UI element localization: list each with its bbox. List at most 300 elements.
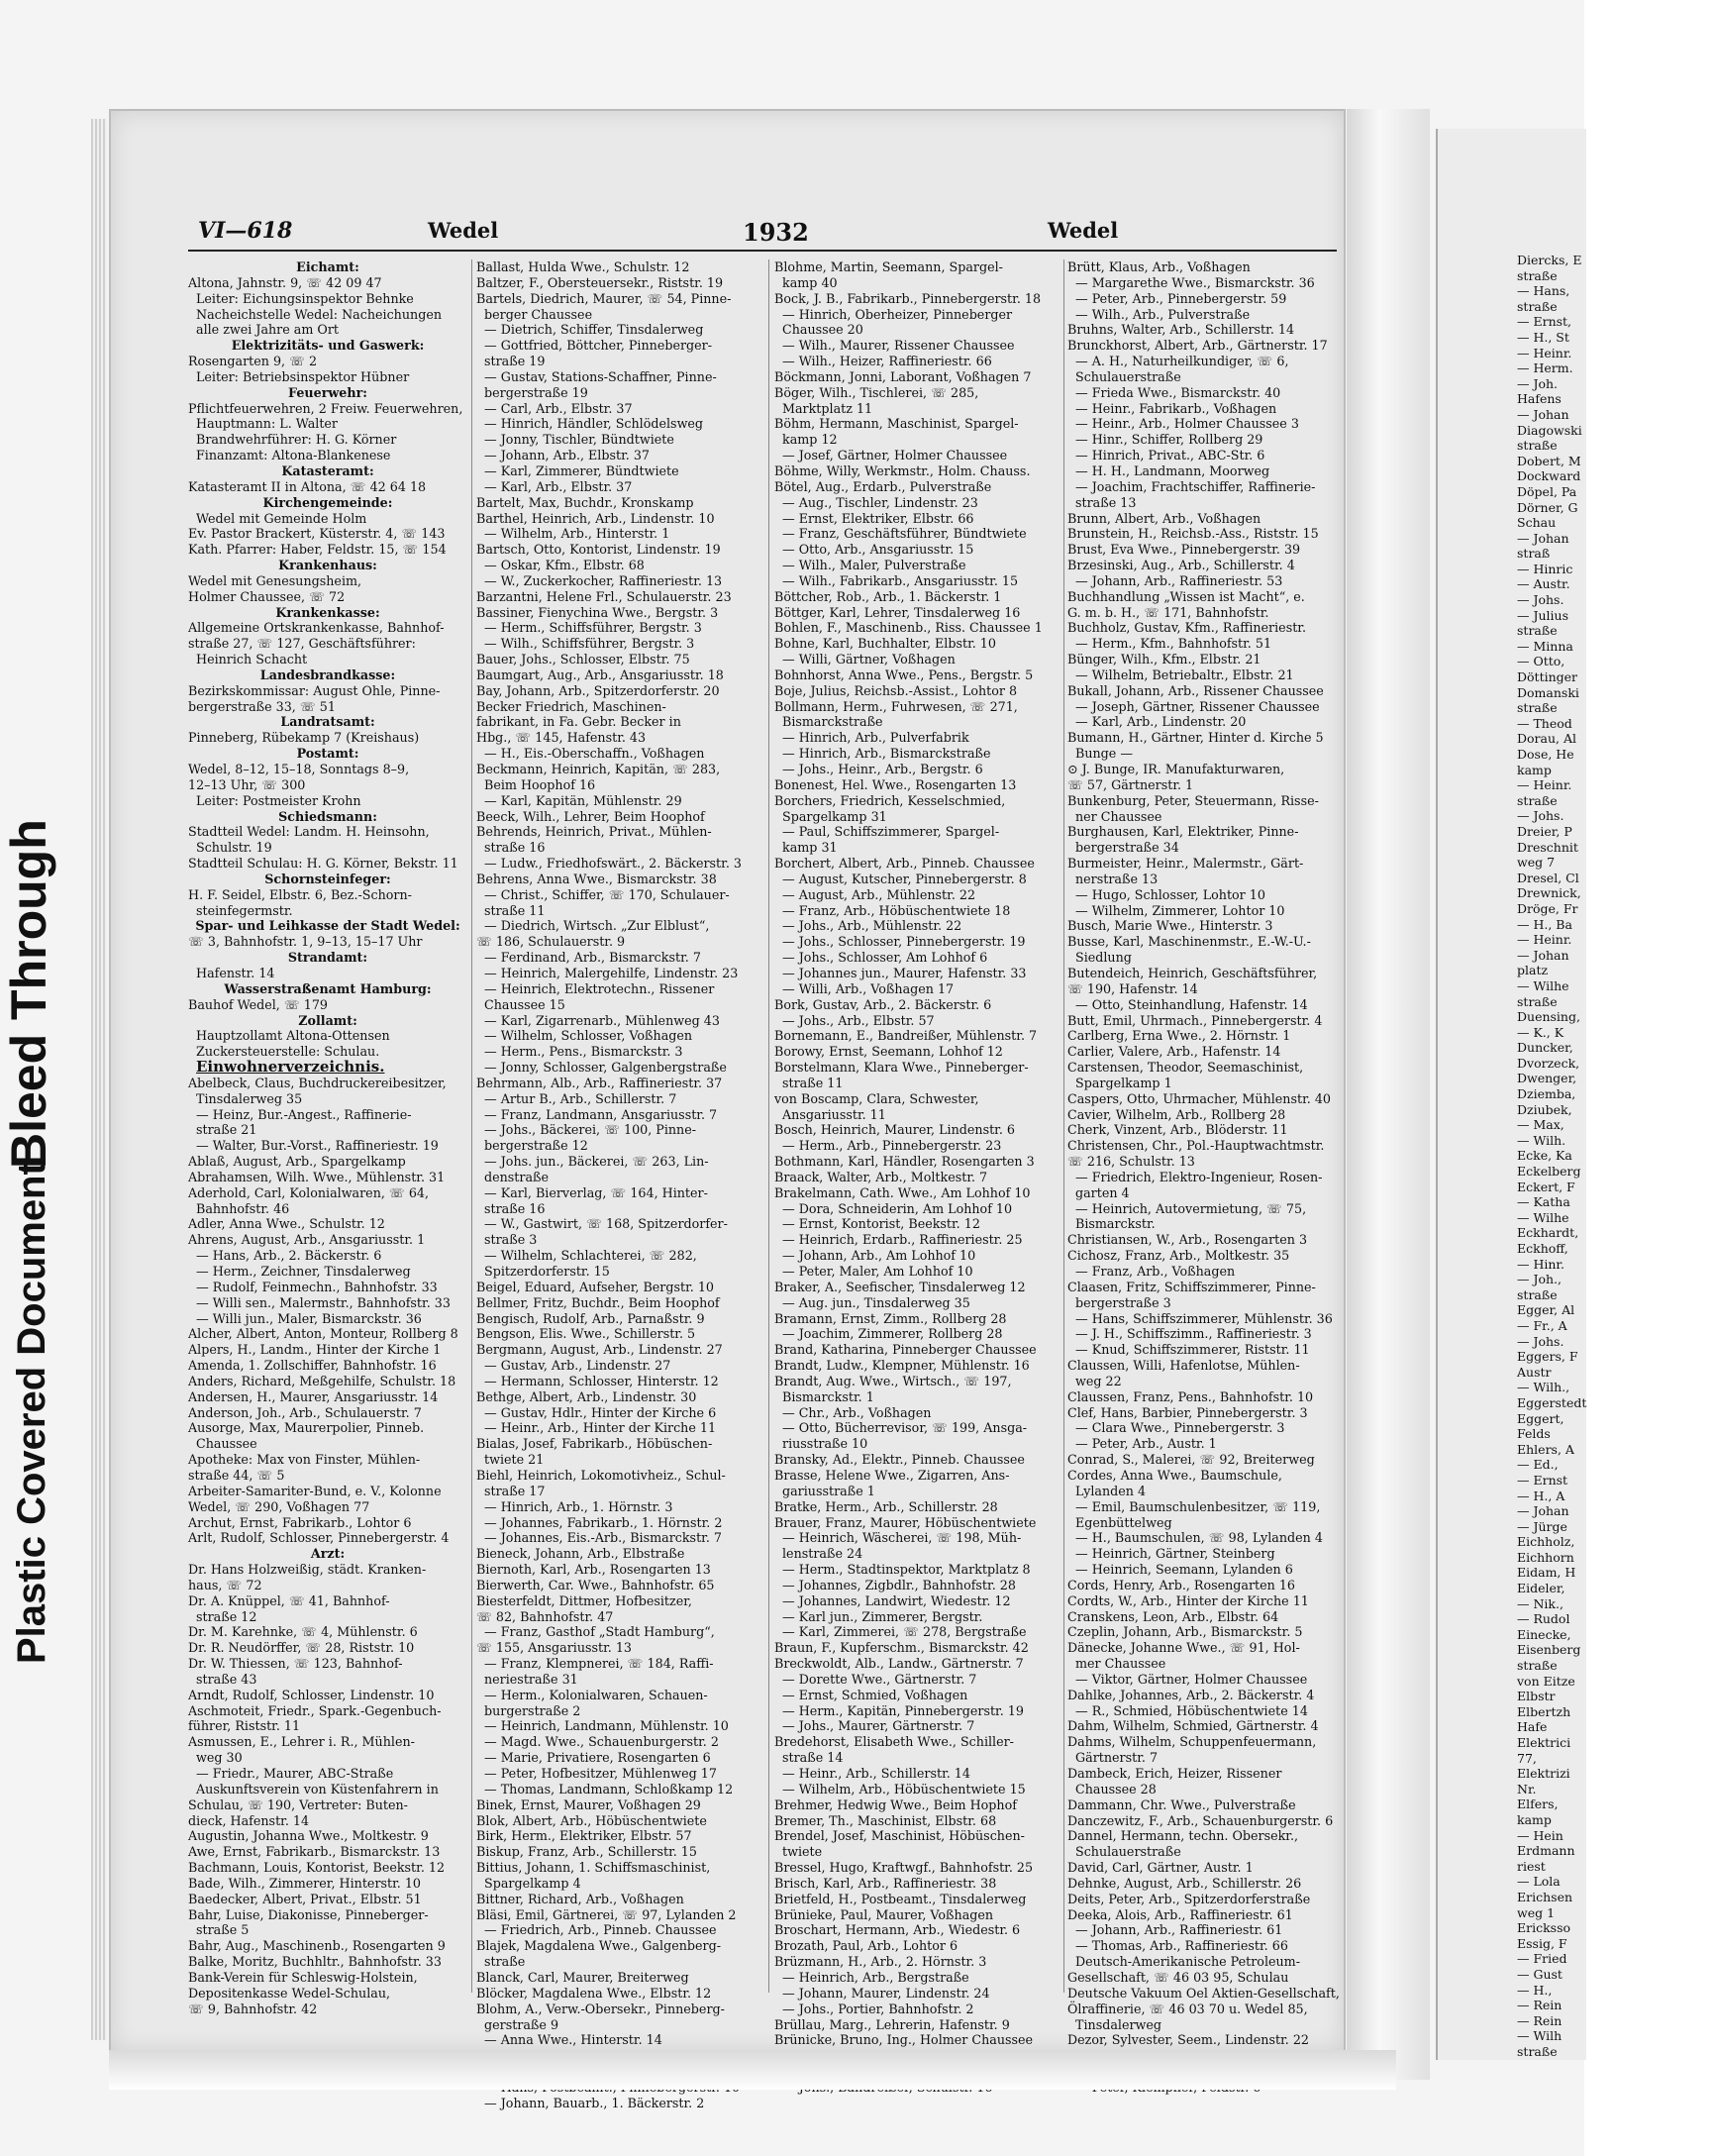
directory-line: Allgemeine Ortskrankenkasse, Bahnhof- <box>188 620 445 636</box>
directory-line: Gesellschaft, ☏ 46 03 95, Schulau <box>1067 1969 1289 1985</box>
facing-page-line: Elektrizi <box>1517 1766 1570 1782</box>
facing-page-column <box>1517 253 1715 2059</box>
header-place-left: Wedel <box>428 218 499 243</box>
facing-page-line: Eichhorn <box>1517 1549 1574 1565</box>
facing-page-line: — Gust <box>1517 1966 1563 1982</box>
directory-line: — Hinrich, Oberheizer, Pinneberger <box>782 306 1013 322</box>
directory-line: Schulau, ☏ 190, Vertreter: Buten- <box>188 1797 408 1812</box>
directory-line: führer, Riststr. 11 <box>188 1718 301 1734</box>
column-divider <box>768 259 769 1993</box>
directory-line: — Wilh., Maler, Pulverstraße <box>782 558 966 573</box>
directory-line: twiete 21 <box>484 1452 545 1468</box>
directory-line: Deeka, Alois, Arb., Raffineriestr. 61 <box>1067 1906 1293 1922</box>
directory-line: bergerstraße 33, ☏ 51 <box>188 698 336 714</box>
facing-page-line: Döpel, Pa <box>1517 483 1577 499</box>
directory-line: Christiansen, W., Arb., Rosengarten 3 <box>1067 1232 1308 1248</box>
directory-line: — Karl, Bierverlag, ☏ 164, Hinter- <box>484 1184 708 1200</box>
directory-line: weg 30 <box>196 1750 243 1766</box>
directory-line: Ausorge, Max, Maurerpolier, Pinneb. <box>188 1420 425 1436</box>
directory-line: — Karl, Kapitän, Mühlenstr. 29 <box>484 792 682 808</box>
directory-line: — August, Arb., Mühlenstr. 22 <box>782 886 976 902</box>
facing-page-line: — Hinr. <box>1517 1256 1564 1272</box>
directory-line: Anderson, Joh., Arb., Schulauerstr. 7 <box>188 1404 422 1420</box>
book-gutter <box>1347 109 1430 2080</box>
directory-line: — Peter, Hofbesitzer, Mühlenweg 17 <box>484 1766 717 1781</box>
directory-line: Adler, Anna Wwe., Schulstr. 12 <box>188 1216 385 1232</box>
directory-line: — Herm., Kolonialwaren, Schauen- <box>484 1687 708 1702</box>
facing-page-line: — Theod <box>1517 715 1572 731</box>
directory-line: Claasen, Fritz, Schiffszimmerer, Pinne- <box>1067 1279 1316 1294</box>
facing-page-line: straße <box>1517 993 1558 1009</box>
facing-page-line: — Ernst, <box>1517 314 1572 330</box>
directory-line: — Herm., Stadtinspektor, Marktplatz 8 <box>782 1562 1031 1578</box>
directory-line: von Boscamp, Clara, Schwester, <box>774 1090 979 1106</box>
directory-line: ☏ 216, Schulstr. 13 <box>1067 1154 1195 1170</box>
directory-line: — August, Kutscher, Pinnebergerstr. 8 <box>782 871 1027 886</box>
facing-page-line: weg 7 <box>1517 855 1556 871</box>
directory-line: Katasteramt II in Altona, ☏ 42 64 18 <box>188 478 427 494</box>
directory-line: — Frieda Wwe., Bismarckstr. 40 <box>1075 384 1281 400</box>
directory-line: — A. H., Naturheilkundiger, ☏ 6, <box>1075 354 1289 369</box>
directory-line: Danczewitz, F., Arb., Schauenburgerstr. 6 <box>1067 1812 1334 1828</box>
directory-line: ☏ 155, Ansgariusstr. 13 <box>476 1640 633 1656</box>
column-divider <box>1063 259 1064 1993</box>
directory-line: Postamt: <box>296 746 359 762</box>
directory-line: — Heinr., Arb., Schillerstr. 14 <box>782 1766 970 1781</box>
directory-line: Krankenhaus: <box>278 558 377 573</box>
facing-page-line: Eggers, F <box>1517 1349 1578 1365</box>
facing-page-line: — Katha <box>1517 1194 1570 1210</box>
directory-line: Chaussee 15 <box>484 996 565 1012</box>
directory-line: straße 44, ☏ 5 <box>188 1467 285 1483</box>
directory-line: — Hinrich, Arb., 1. Hörnstr. 3 <box>484 1498 673 1514</box>
directory-line: — Christ., Schiffer, ☏ 170, Schulauer- <box>484 886 730 902</box>
directory-line: — Hinr., Schiffer, Rollberg 29 <box>1075 432 1263 448</box>
directory-line: Strandamt: <box>287 950 368 966</box>
directory-line: Dahms, Wilhelm, Schuppenfeuermann, <box>1067 1734 1317 1750</box>
directory-line: kamp 12 <box>782 432 838 448</box>
directory-line: Aschmoteit, Friedr., Spark.-Gegenbuch- <box>188 1702 442 1718</box>
directory-line: Böttcher, Rob., Arb., 1. Bäckerstr. 1 <box>774 588 1002 604</box>
directory-line: — Franz, Arb., Voßhagen <box>1075 1264 1236 1279</box>
directory-line: Schulauerstraße <box>1075 1844 1181 1860</box>
directory-line: straße 43 <box>196 1671 257 1687</box>
directory-line: Brunstein, H., Reichsb.-Ass., Riststr. 15 <box>1067 526 1319 542</box>
directory-line: Bukall, Johann, Arb., Rissener Chaussee <box>1067 682 1324 698</box>
directory-line: — Wilh., Arb., Pulverstraße <box>1075 306 1251 322</box>
facing-page-line: — Johan <box>1517 1503 1569 1519</box>
facing-page-line: Eisenberg <box>1517 1642 1581 1658</box>
facing-page-line: — Wilh <box>1517 2028 1563 2044</box>
facing-page-line: Dröge, Fr <box>1517 900 1578 916</box>
directory-line: Rosengarten 9, ☏ 2 <box>188 354 318 369</box>
directory-line: Dänecke, Johanne Wwe., ☏ 91, Hol- <box>1067 1640 1300 1656</box>
directory-line: — Ernst, Schmied, Voßhagen <box>782 1687 968 1702</box>
directory-line: Bartsch, Otto, Kontorist, Lindenstr. 19 <box>476 542 721 558</box>
directory-line: — Wilhelm, Arb., Hinterstr. 1 <box>484 526 670 542</box>
directory-line: steinfegermstr. <box>196 902 293 918</box>
facing-page-line: Eckhardt, <box>1517 1225 1579 1241</box>
directory-line: — Heinrich, Erdarb., Raffineriestr. 25 <box>782 1232 1023 1248</box>
directory-line: Bergmann, August, Arb., Lindenstr. 27 <box>476 1342 723 1358</box>
directory-line: Broschart, Hermann, Arb., Wiedestr. 6 <box>774 1922 1021 1938</box>
directory-line: neriestraße 31 <box>484 1671 578 1687</box>
directory-line: ⊙ J. Bunge, IR. Manufakturwaren, <box>1067 762 1285 776</box>
column-4 <box>1067 259 1343 2048</box>
directory-line: Buchhandlung „Wissen ist Macht“, e. <box>1067 588 1305 604</box>
directory-line: Blajek, Magdalena Wwe., Galgenberg- <box>476 1938 722 1954</box>
directory-line: Marktplatz 11 <box>782 400 873 416</box>
facing-page-line: — Minna <box>1517 638 1573 654</box>
directory-line: — Peter, Arb., Austr. 1 <box>1075 1436 1217 1452</box>
directory-line: Claussen, Willi, Hafenlotse, Mühlen- <box>1067 1358 1300 1374</box>
directory-line: Brütt, Klaus, Arb., Voßhagen <box>1067 259 1251 274</box>
directory-line: — Willi jun., Maler, Bismarckstr. 36 <box>196 1310 422 1326</box>
directory-line: bergerstraße 3 <box>1075 1294 1171 1310</box>
directory-line: Brunn, Albert, Arb., Voßhagen <box>1067 510 1261 526</box>
directory-line: Bartelt, Max, Buchdr., Kronskamp <box>476 494 694 510</box>
facing-page-line: straße <box>1517 438 1558 454</box>
directory-line: Holmer Chaussee, ☏ 72 <box>188 588 346 604</box>
facing-page-line: Hafe <box>1517 1719 1548 1735</box>
directory-line: Bethge, Albert, Arb., Lindenstr. 30 <box>476 1388 697 1404</box>
directory-line: Bismarckstr. 1 <box>782 1388 874 1404</box>
facing-page-line: Dreier, P <box>1517 823 1572 839</box>
directory-line: Wedel, 8–12, 15–18, Sonntags 8–9, <box>188 762 410 776</box>
directory-line: — Heinr., Arb., Hinter der Kirche 11 <box>484 1420 717 1436</box>
directory-line: — Ludw., Friedhofswärt., 2. Bäckerstr. 3 <box>484 856 742 872</box>
directory-line: Dr. A. Knüppel, ☏ 41, Bahnhof- <box>188 1592 390 1608</box>
directory-line: — Herm., Arb., Pinnebergerstr. 23 <box>782 1138 1002 1154</box>
directory-line: Nacheichstelle Wedel: Nacheichungen <box>196 306 442 322</box>
directory-line: — Herm., Schiffsführer, Bergstr. 3 <box>484 620 702 636</box>
directory-line: Carstensen, Theodor, Seemaschinist, <box>1067 1060 1304 1076</box>
directory-line: Brietfeld, H., Postbeamt., Tinsdalerweg <box>774 1891 1027 1906</box>
directory-line: Brehmer, Hedwig Wwe., Beim Hophof <box>774 1797 1017 1812</box>
directory-line: straße 12 <box>196 1608 257 1624</box>
facing-page-line: Eckert, F <box>1517 1179 1575 1194</box>
directory-line: straße 11 <box>484 902 546 918</box>
facing-page-line: Dziubek, <box>1517 1101 1572 1117</box>
facing-page-line: Einecke, <box>1517 1626 1571 1642</box>
directory-line: Brasse, Helene Wwe., Zigarren, Ans- <box>774 1467 1010 1483</box>
directory-line: Baltzer, F., Obersteuersekr., Riststr. 19 <box>476 274 724 290</box>
directory-line: Abrahamsen, Wilh. Wwe., Mühlenstr. 31 <box>188 1169 446 1184</box>
facing-page-line: — Johs. <box>1517 808 1564 824</box>
directory-line: Cherk, Vinzent, Arb., Blöderstr. 11 <box>1067 1122 1288 1138</box>
directory-line: Cords, Henry, Arb., Rosengarten 16 <box>1067 1577 1296 1592</box>
directory-line: — Heinr., Arb., Holmer Chaussee 3 <box>1075 416 1299 432</box>
facing-page-line: von Eitze <box>1517 1673 1575 1689</box>
directory-line: — Josef, Gärtner, Holmer Chaussee <box>782 448 1008 463</box>
facing-page-line: — Fr., A <box>1517 1317 1567 1333</box>
directory-line: Biernoth, Karl, Arb., Rosengarten 13 <box>476 1562 711 1578</box>
facing-page-line: Erdmann <box>1517 1843 1575 1859</box>
facing-page-line: — H., St <box>1517 329 1569 345</box>
directory-line: — Franz, Klempnerei, ☏ 184, Raffi- <box>484 1656 714 1672</box>
directory-line: — Hugo, Schlosser, Lohtor 10 <box>1075 886 1265 902</box>
directory-line: Bengson, Elis. Wwe., Schillerstr. 5 <box>476 1326 696 1342</box>
directory-line: — J. H., Schiffszimm., Raffineriestr. 3 <box>1075 1326 1312 1342</box>
facing-page-line: Eggerstedt <box>1517 1394 1587 1410</box>
facing-page-line: — Hinric <box>1517 561 1573 576</box>
directory-line: Boje, Julius, Reichsb.-Assist., Lohtor 8 <box>774 682 1018 698</box>
directory-line: Augustin, Johanna Wwe., Moltkestr. 9 <box>188 1828 429 1844</box>
facing-page-line: platz <box>1517 963 1549 978</box>
directory-line: Dr. Hans Holzweißig, städt. Kranken- <box>188 1562 427 1578</box>
directory-line: Balke, Moritz, Buchhltr., Bahnhofstr. 33 <box>188 1954 442 1970</box>
directory-line: Baedecker, Albert, Privat., Elbstr. 51 <box>188 1891 422 1906</box>
header-place-right: Wedel <box>1048 218 1119 243</box>
directory-line: straße 11 <box>782 1075 844 1090</box>
directory-line: straße 16 <box>484 840 546 856</box>
directory-line: — H., Eis.-Oberschaffn., Voßhagen <box>484 746 705 762</box>
directory-line: Birk, Herm., Elektriker, Elbstr. 57 <box>476 1828 692 1844</box>
directory-line: Clef, Hans, Barbier, Pinnebergerstr. 3 <box>1067 1404 1308 1420</box>
directory-line: Bremer, Th., Maschinist, Elbstr. 68 <box>774 1812 997 1828</box>
directory-line: Braker, A., Seefischer, Tinsdalerweg 12 <box>774 1279 1026 1294</box>
directory-line: — Herm., Zeichner, Tinsdalerweg <box>196 1264 411 1279</box>
facing-page-line: kamp <box>1517 762 1552 777</box>
directory-line: Cranskens, Leon, Arb., Elbstr. 64 <box>1067 1608 1279 1624</box>
directory-line: Arlt, Rudolf, Schlosser, Pinnebergerstr. 4 <box>188 1530 450 1546</box>
directory-line: Brandt, Ludw., Klempner, Mühlenstr. 16 <box>774 1358 1030 1374</box>
directory-line: Apotheke: Max von Finster, Mühlen- <box>188 1452 421 1468</box>
directory-line: Bransky, Ad., Elektr., Pinneb. Chaussee <box>774 1452 1025 1468</box>
directory-line: — Peter, Maler, Am Lohhof 10 <box>782 1264 973 1279</box>
directory-line: — Karl, Arb., Lindenstr. 20 <box>1075 714 1247 730</box>
facing-page-line: Ehlers, A <box>1517 1441 1574 1457</box>
directory-line: Arndt, Rudolf, Schlosser, Lindenstr. 10 <box>188 1687 435 1702</box>
directory-line: Blohm, A., Verw.-Obersekr., Pinneberg- <box>476 2001 725 2016</box>
directory-line: — Johs. jun., Bäckerei, ☏ 263, Lin- <box>484 1154 709 1170</box>
directory-line: — Rudolf, Feinmechn., Bahnhofstr. 33 <box>196 1279 438 1294</box>
directory-line: — Johs., Arb., Mühlenstr. 22 <box>782 918 962 934</box>
column-3 <box>774 259 1059 2048</box>
directory-line: Conrad, S., Malerei, ☏ 92, Breiterweg <box>1067 1452 1315 1468</box>
directory-line: Ahrens, August, Arb., Ansgariusstr. 1 <box>188 1232 426 1248</box>
bleed-through-label: Bleed Through <box>1 819 56 1169</box>
directory-line: Arzt: <box>310 1546 346 1562</box>
directory-line: Spargelkamp 31 <box>782 808 887 824</box>
directory-line: Schulauerstraße <box>1075 368 1181 384</box>
facing-page-line: — Heinr. <box>1517 932 1572 948</box>
directory-line: Blöcker, Magdalena Wwe., Elbstr. 12 <box>476 1985 712 2001</box>
directory-line: — Heinrich, Gärtner, Steinberg <box>1075 1546 1275 1562</box>
facing-page-line: — H., Ba <box>1517 916 1572 932</box>
directory-line: Dr. W. Thiessen, ☏ 123, Bahnhof- <box>188 1656 403 1672</box>
directory-line: — Wilh., Fabrikarb., Ansgariusstr. 15 <box>782 572 1019 588</box>
directory-line: — Hinrich, Privat., ABC-Str. 6 <box>1075 448 1265 463</box>
directory-line: — Johs., Heinr., Arb., Bergstr. 6 <box>782 762 983 776</box>
directory-line: — Aug., Tischler, Lindenstr. 23 <box>782 494 978 510</box>
facing-page-line: — Wilh., <box>1517 1380 1570 1395</box>
directory-line: — Heinrich, Malergehilfe, Lindenstr. 23 <box>484 965 739 980</box>
directory-line: — Carl, Arb., Elbstr. 37 <box>484 400 633 416</box>
directory-line: Buchholz, Gustav, Kfm., Raffineriestr. <box>1067 620 1307 636</box>
directory-line: straße 19 <box>484 354 546 369</box>
facing-page-line: Dockward <box>1517 468 1581 484</box>
facing-page-line: Eckelberg <box>1517 1164 1581 1180</box>
facing-page-line: — Joh. <box>1517 375 1559 391</box>
directory-line: Borchert, Albert, Arb., Pinneb. Chaussee <box>774 856 1035 872</box>
directory-line: — Franz, Gasthof „Stadt Hamburg“, <box>484 1624 715 1640</box>
directory-line: Bollmann, Herm., Fuhrwesen, ☏ 271, <box>774 698 1018 714</box>
directory-line: Cordts, W., Arb., Hinter der Kirche 11 <box>1067 1592 1309 1608</box>
plastic-covered-label: Plastic Covered Document <box>10 1162 53 1664</box>
directory-line: Brand, Katharina, Pinneberger Chaussee <box>774 1342 1037 1358</box>
facing-page-line: Döttinger <box>1517 669 1578 685</box>
directory-line: Butt, Emil, Uhrmach., Pinnebergerstr. 4 <box>1067 1012 1323 1028</box>
directory-line: — Ernst, Elektriker, Elbstr. 66 <box>782 510 974 526</box>
facing-page-line: Elbstr <box>1517 1689 1556 1704</box>
directory-line: Braun, F., Kupferschm., Bismarckstr. 42 <box>774 1640 1029 1656</box>
directory-line: Pflichtfeuerwehren, 2 Freiw. Feuerwehren, <box>188 400 463 416</box>
directory-line: Brendel, Josef, Maschinist, Höbüschen- <box>774 1828 1025 1844</box>
directory-line: Deutsche Vakuum Oel Aktien-Gesellschaft, <box>1067 1985 1340 2001</box>
directory-line: — Wilhelm, Arb., Höbüschentwiete 15 <box>782 1781 1026 1797</box>
facing-page-line: Diagowski <box>1517 422 1582 438</box>
directory-line: Spargelkamp 4 <box>484 1875 581 1891</box>
directory-line: — Anna Wwe., Hinterstr. 14 <box>484 2032 662 2048</box>
directory-line: Hauptmann: L. Walter <box>196 416 338 432</box>
directory-line: — R., Schmied, Höbüschentwiete 14 <box>1075 1702 1308 1718</box>
directory-line: mer Chaussee <box>1075 1656 1166 1672</box>
directory-line: Bornemann, E., Bandreißer, Mühlenstr. 7 <box>774 1028 1038 1044</box>
directory-line: — Johann, Bauarb., 1. Bäckerstr. 2 <box>484 2095 705 2110</box>
directory-line: weg 22 <box>1075 1373 1122 1388</box>
directory-line: Deutsch-Amerikanische Petroleum- <box>1075 1954 1300 1970</box>
directory-line: Binek, Ernst, Maurer, Voßhagen 29 <box>476 1797 701 1812</box>
directory-line: — Willi, Gärtner, Voßhagen <box>782 652 956 667</box>
directory-line: — Friedrich, Elektro-Ingenieur, Rosen- <box>1075 1169 1323 1184</box>
facing-page-line: — Julius <box>1517 607 1568 623</box>
directory-line: Stadtteil Schulau: H. G. Körner, Bekstr. 11 <box>188 856 458 872</box>
directory-line: Bierwerth, Car. Wwe., Bahnhofstr. 65 <box>476 1577 715 1592</box>
facing-page-line: Eidam, H <box>1517 1565 1576 1581</box>
facing-page-line: — Lola <box>1517 1874 1561 1890</box>
directory-line: Chaussee 28 <box>1075 1781 1157 1797</box>
directory-line: Carlier, Valere, Arb., Hafenstr. 14 <box>1067 1044 1281 1060</box>
directory-line: Landratsamt: <box>280 714 375 730</box>
facing-page-line: Essig, F <box>1517 1935 1567 1951</box>
directory-line: Behrens, Anna Wwe., Bismarckstr. 38 <box>476 871 717 886</box>
directory-line: garten 4 <box>1075 1184 1130 1200</box>
directory-line: Spitzerdorferstr. 15 <box>484 1264 610 1279</box>
directory-line: Christensen, Chr., Pol.-Hauptwachtmstr. <box>1067 1138 1325 1154</box>
directory-line: — Jonny, Schlosser, Galgenbergstraße <box>484 1060 727 1076</box>
directory-line: — Jonny, Tischler, Bündtwiete <box>484 432 674 448</box>
directory-line: Bieneck, Johann, Arb., Elbstraße <box>476 1546 685 1562</box>
directory-line: — Karl, Zimmerei, ☏ 278, Bergstraße <box>782 1624 1027 1640</box>
header-year: 1932 <box>743 218 809 247</box>
directory-line: Bialas, Josef, Fabrikarb., Höbüschen- <box>476 1436 713 1452</box>
directory-line: Bohlen, F., Maschinenb., Riss. Chaussee 1 <box>774 620 1043 636</box>
facing-page-line: — Johan <box>1517 947 1569 963</box>
directory-line: gerstraße 9 <box>484 2016 559 2032</box>
directory-line: Brust, Eva Wwe., Pinnebergerstr. 39 <box>1067 542 1301 558</box>
directory-line: — Emil, Baumschulenbesitzer, ☏ 119, <box>1075 1498 1321 1514</box>
directory-line: Zollamt: <box>298 1012 357 1028</box>
directory-line: haus, ☏ 72 <box>188 1577 262 1592</box>
directory-line: alle zwei Jahre am Ort <box>196 322 339 338</box>
directory-line: Claussen, Franz, Pens., Bahnhofstr. 10 <box>1067 1388 1314 1404</box>
directory-line: Biskup, Franz, Arb., Schillerstr. 15 <box>476 1844 697 1860</box>
directory-line: — W., Gastwirt, ☏ 168, Spitzerdorfer- <box>484 1216 728 1232</box>
facing-page-line: Eckhoff, <box>1517 1241 1568 1256</box>
facing-page-line: Dörner, G <box>1517 499 1578 515</box>
facing-page-line: straße <box>1517 792 1558 808</box>
directory-line: — Wilhelm, Zimmerer, Lohtor 10 <box>1075 902 1285 918</box>
directory-line: gariusstraße 1 <box>782 1483 875 1498</box>
facing-page-line: — Wilh. <box>1517 1132 1566 1148</box>
directory-line: Böttger, Karl, Lehrer, Tinsdalerweg 16 <box>774 604 1021 620</box>
directory-line: straße 14 <box>782 1750 844 1766</box>
facing-page-line: Eggert, <box>1517 1410 1564 1426</box>
directory-line: Biehl, Heinrich, Lokomotivheiz., Schul- <box>476 1467 726 1483</box>
directory-line: Bittner, Richard, Arb., Voßhagen <box>476 1891 684 1906</box>
directory-line: — Dietrich, Schiffer, Tinsdalerweg <box>484 322 704 338</box>
directory-line: Böckmann, Jonni, Laborant, Voßhagen 7 <box>774 368 1032 384</box>
directory-line: Brandt, Aug. Wwe., Wirtsch., ☏ 197, <box>774 1373 1012 1388</box>
directory-line: — Franz, Landmann, Ansgariusstr. 7 <box>484 1106 718 1122</box>
directory-line: Aderhold, Carl, Kolonialwaren, ☏ 64, <box>188 1184 430 1200</box>
directory-line: — Herm., Kfm., Bahnhofstr. 51 <box>1075 636 1272 652</box>
directory-line: — Ferdinand, Arb., Bismarckstr. 7 <box>484 950 701 966</box>
directory-line: — H., Baumschulen, ☏ 98, Lylanden 4 <box>1075 1530 1323 1546</box>
directory-line: Dammann, Chr. Wwe., Pulverstraße <box>1067 1797 1296 1812</box>
directory-line: Katasteramt: <box>281 462 374 478</box>
facing-page-line: Ecke, Ka <box>1517 1148 1572 1164</box>
directory-line: — Otto, Bücherrevisor, ☏ 199, Ansga- <box>782 1420 1028 1436</box>
directory-line: — Chr., Arb., Voßhagen <box>782 1404 932 1420</box>
directory-line: Bonenest, Hel. Wwe., Rosengarten 13 <box>774 776 1017 792</box>
facing-page-line: — Wilhe <box>1517 977 1569 993</box>
directory-line: Bank-Verein für Schleswig-Holstein, <box>188 1969 418 1985</box>
directory-line: — Karl, Arb., Elbstr. 37 <box>484 478 633 494</box>
facing-page-line: — Johs. <box>1517 592 1564 608</box>
directory-line: — Johs., Maurer, Gärtnerstr. 7 <box>782 1718 975 1734</box>
directory-line: — Gustav, Arb., Lindenstr. 27 <box>484 1358 671 1374</box>
directory-line: Depositenkasse Wedel-Schulau, <box>188 1985 391 2001</box>
page-number: VI—618 <box>198 218 293 244</box>
directory-line: Auskunftsverein von Küstenfahrern in <box>196 1781 439 1797</box>
directory-line: Dr. M. Karehnke, ☏ 4, Mühlenstr. 6 <box>188 1624 418 1640</box>
directory-line: Schulstr. 19 <box>196 840 272 856</box>
directory-line: Barzantni, Helene Frl., Schulauerstr. 23 <box>476 588 732 604</box>
directory-line: — Hans, Schiffszimmerer, Mühlenstr. 36 <box>1075 1310 1333 1326</box>
directory-line: — Wilhelm, Betriebaltr., Elbstr. 21 <box>1075 667 1294 682</box>
directory-line: — Johann, Arb., Elbstr. 37 <box>484 448 650 463</box>
directory-line: straße 5 <box>196 1922 250 1938</box>
facing-page-line: — Austr. <box>1517 576 1570 592</box>
directory-line: Behrends, Heinrich, Privat., Mühlen- <box>476 824 712 840</box>
directory-line: bergerstraße 12 <box>484 1138 588 1154</box>
directory-line: kamp 40 <box>782 274 838 290</box>
directory-line: Beigel, Eduard, Aufseher, Bergstr. 10 <box>476 1279 714 1294</box>
directory-line: — Diedrich, Wirtsch. „Zur Elblust“, <box>484 918 710 934</box>
directory-line: — Margarethe Wwe., Bismarckstr. 36 <box>1075 274 1315 290</box>
directory-line: bergerstraße 34 <box>1075 840 1179 856</box>
directory-line: Burmeister, Heinr., Malermstr., Gärt- <box>1067 856 1304 872</box>
directory-line: Borowy, Ernst, Seemann, Lohhof 12 <box>774 1044 1003 1060</box>
directory-line: Bahnhofstr. 46 <box>196 1200 290 1216</box>
directory-line: — Viktor, Gärtner, Holmer Chaussee <box>1075 1671 1308 1687</box>
directory-line: Becker Friedrich, Maschinen- <box>476 698 666 714</box>
facing-page-line: — Wilhe <box>1517 1209 1569 1225</box>
directory-line: — Wilh., Heizer, Raffineriestr. 66 <box>782 354 992 369</box>
directory-line: Bittius, Johann, 1. Schiffsmaschinist, <box>476 1860 711 1876</box>
